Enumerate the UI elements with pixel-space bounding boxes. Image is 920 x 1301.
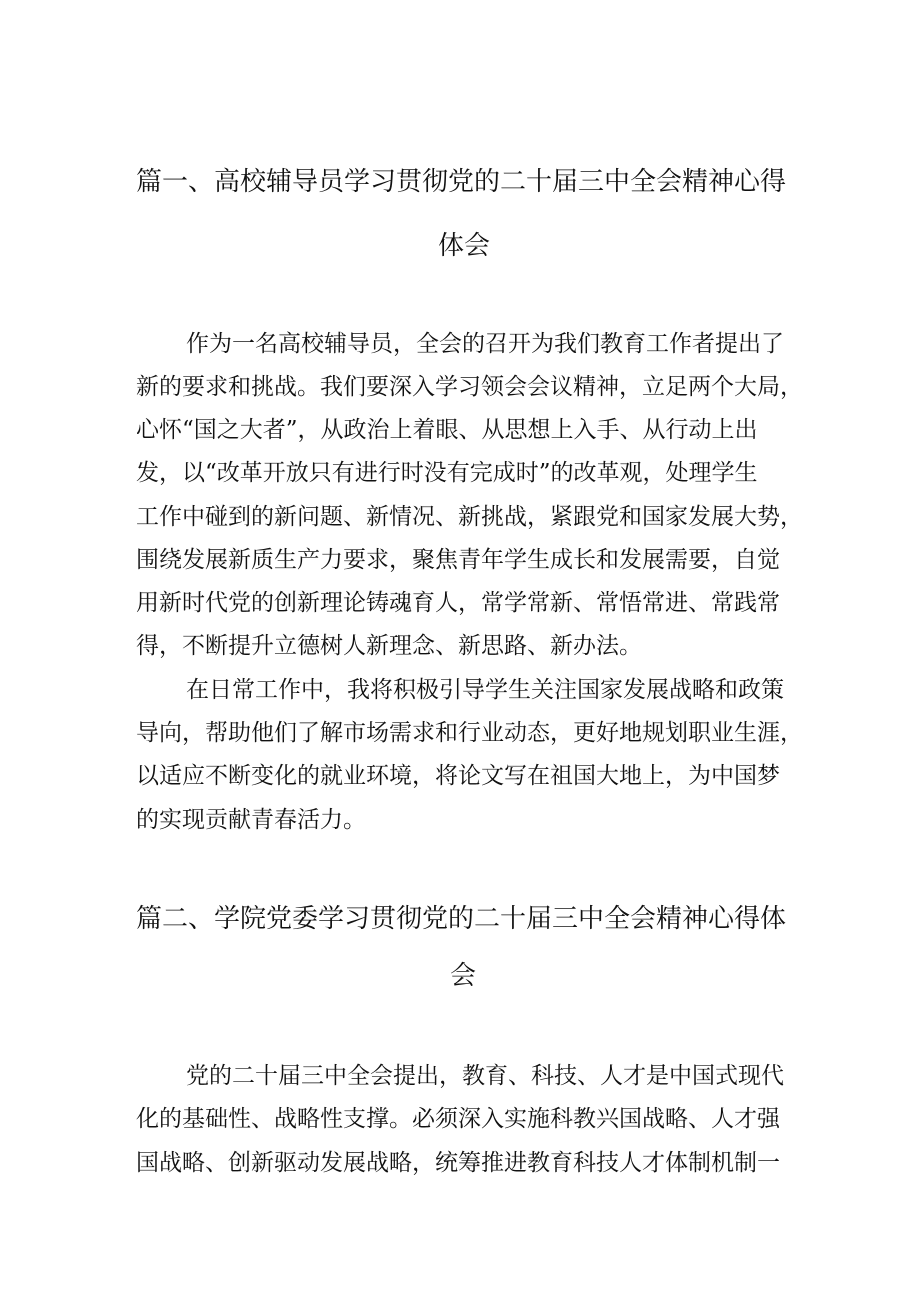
section1-paragraph2-line: 的实现贡献青春活力。	[136, 807, 366, 833]
section1-title-line2: 体会	[438, 231, 491, 261]
section2-paragraph1-line: 党的二十届三中全会提出，教育、科技、人才是中国式现代	[186, 1063, 784, 1089]
section1-paragraph2-line: 以适应不断变化的就业环境，将论文写在祖国大地上，为中国梦	[136, 763, 780, 789]
section1-paragraph1-line: 新的要求和挑战。我们要深入学习领会会议精神，立足两个大局，	[136, 374, 803, 400]
section1-paragraph2-line: 在日常工作中，我将积极引导学生关注国家发展战略和政策	[186, 677, 784, 703]
section2-paragraph1-line: 国战略、创新驱动发展战略，统筹推进教育科技人才体制机制一	[136, 1150, 780, 1176]
section1-paragraph1-line: 得，不断提升立德树人新理念、新思路、新办法。	[136, 633, 642, 659]
section1-title-line1: 篇一、高校辅导员学习贯彻党的二十届三中全会精神心得	[136, 167, 787, 197]
section1-paragraph1-line: 发，以“改革开放只有进行时没有完成时”的改革观，处理学生	[136, 460, 758, 486]
section2-title-line1: 篇二、学院党委学习贯彻党的二十届三中全会精神心得体	[136, 904, 787, 934]
section1-paragraph1-line: 作为一名高校辅导员，全会的召开为我们教育工作者提出了	[186, 331, 784, 357]
section1-paragraph1-line: 围绕发展新质生产力要求，聚焦青年学生成长和发展需要，自觉	[136, 547, 780, 573]
section2-title-line2: 会	[450, 961, 477, 991]
section1-paragraph1-line: 工作中碰到的新问题、新情况、新挑战，紧跟党和国家发展大势，	[136, 504, 803, 530]
section1-paragraph2-line: 导向，帮助他们了解市场需求和行业动态，更好地规划职业生涯，	[136, 720, 803, 746]
section1-paragraph1-line: 心怀“国之大者”，从政治上着眼、从思想上入手、从行动上出	[136, 417, 758, 443]
section2-paragraph1-line: 化的基础性、战略性支撑。必须深入实施科教兴国战略、人才强	[136, 1106, 780, 1132]
section1-paragraph1-line: 用新时代党的创新理论铸魂育人，常学常新、常悟常进、常践常	[136, 590, 780, 616]
